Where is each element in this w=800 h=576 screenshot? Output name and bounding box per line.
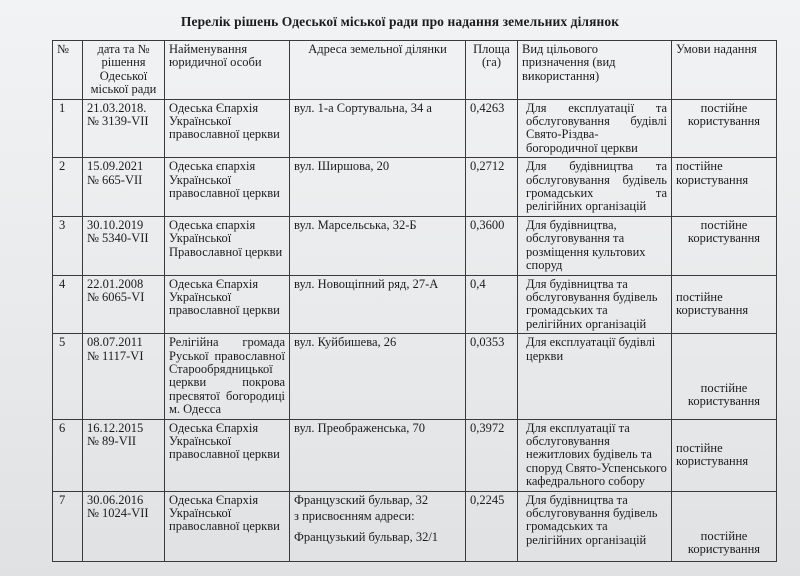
header-num: № bbox=[53, 41, 83, 100]
row-entity: Одеська єпархія Української православної церкви bbox=[165, 158, 290, 217]
row-terms: постійне користування bbox=[672, 275, 777, 334]
row-purpose: Для експлуатації та обслуговування нежитлових будівель та споруд Свято-Успенського кафедрального собору bbox=[518, 419, 672, 491]
header-area: Площа (га) bbox=[466, 41, 518, 100]
row-entity: Одеська єпархія Української Православної церкви bbox=[165, 216, 290, 275]
row-date: 16.12.2015 № 89-VII bbox=[83, 419, 165, 491]
row-area: 0,4 bbox=[466, 275, 518, 334]
header-entity: Найменування юридичної особи bbox=[165, 41, 290, 100]
row-area: 0,3972 bbox=[466, 419, 518, 491]
table-row bbox=[53, 334, 777, 419]
row-entity: Релігійна громада Руської православної Старообрядницької церкви покрова пресвятої богородиці м. Одесса bbox=[165, 334, 290, 419]
row-terms: постійне користування bbox=[672, 334, 777, 419]
row-area: 0,3600 bbox=[466, 216, 518, 275]
row-date: 22.01.2008 № 6065-VI bbox=[83, 275, 165, 334]
row-address: вул. 1-а Сортувальна, 34 а bbox=[290, 99, 466, 158]
land-decisions-table bbox=[52, 40, 777, 562]
row-purpose: Для експлуатації будівлі церкви bbox=[518, 334, 672, 419]
row-terms: постійне користування bbox=[672, 99, 777, 158]
row-address: вул. Преображенська, 70 bbox=[290, 419, 466, 491]
row-address: вул. Марсельська, 32-Б bbox=[290, 216, 466, 275]
row-terms: постійне користування bbox=[672, 158, 777, 217]
row-address: вул. Куйбишева, 26 bbox=[290, 334, 466, 419]
row-area: 0,2712 bbox=[466, 158, 518, 217]
row-purpose: Для будівництва, обслуговування та розміщення культових споруд bbox=[518, 216, 672, 275]
row-date: 08.07.2011 № 1117-VI bbox=[83, 334, 165, 419]
row-num: 4 bbox=[53, 275, 83, 334]
row-address: вул. Новощіпний ряд, 27-А bbox=[290, 275, 466, 334]
row-num: 1 bbox=[53, 99, 83, 158]
row-num: 3 bbox=[53, 216, 83, 275]
row-terms: постійне користування bbox=[672, 216, 777, 275]
row-terms: постійне користування bbox=[672, 419, 777, 491]
row-entity: Одеська Єпархія Української православної церкви bbox=[165, 491, 290, 561]
row-date: 30.06.2016 № 1024-VII bbox=[83, 491, 165, 561]
table-row bbox=[53, 491, 777, 561]
row-entity: Одеська Єпархія Української православної церкви bbox=[165, 275, 290, 334]
row-area: 0,0353 bbox=[466, 334, 518, 419]
header-date: дата та № рішення Одеської міської ради bbox=[83, 41, 165, 100]
row-num: 5 bbox=[53, 334, 83, 419]
row-num: 2 bbox=[53, 158, 83, 217]
row-address: Французский бульвар, 32 з присвоєнням адреси: Французький бульвар, 32/1 bbox=[290, 491, 466, 561]
row-date: 30.10.2019 № 5340-VII bbox=[83, 216, 165, 275]
table-row bbox=[53, 158, 777, 217]
row-area: 0,4263 bbox=[466, 99, 518, 158]
row-purpose: Для будівництва та обслуговування будівель громадських та релігійних організацій bbox=[518, 491, 672, 561]
row-terms: постійне користування bbox=[672, 491, 777, 561]
header-purpose: Вид цільового призначення (вид використання) bbox=[518, 41, 672, 100]
table-row bbox=[53, 99, 777, 158]
row-purpose: Для будівництва та обслуговування будівель громадських та релігійних організацій bbox=[518, 275, 672, 334]
row-area: 0,2245 bbox=[466, 491, 518, 561]
row-date: 15.09.2021 № 665-VII bbox=[83, 158, 165, 217]
row-address: вул. Ширшова, 20 bbox=[290, 158, 466, 217]
row-num: 6 bbox=[53, 419, 83, 491]
table-row bbox=[53, 419, 777, 491]
header-terms: Умови надання bbox=[672, 41, 777, 100]
table-header-row bbox=[53, 41, 777, 100]
table-row bbox=[53, 275, 777, 334]
row-entity: Одеська Єпархія Української православної церкви bbox=[165, 99, 290, 158]
header-address: Адреса земельної ділянки bbox=[290, 41, 466, 100]
row-date: 21.03.2018. № 3139-VII bbox=[83, 99, 165, 158]
page-title: Перелік рішень Одеської міської ради про надання земельних ділянок bbox=[180, 14, 620, 29]
row-entity: Одеська Єпархія Української православної церкви bbox=[165, 419, 290, 491]
row-num: 7 bbox=[53, 491, 83, 561]
table-row bbox=[53, 216, 777, 275]
row-purpose: Для експлуатації та обслуговування будівлі Свято-Різдва-богородичної церкви bbox=[518, 99, 672, 158]
row-purpose: Для будівництва та обслуговування будівель громадських та релігійних організацій bbox=[518, 158, 672, 217]
